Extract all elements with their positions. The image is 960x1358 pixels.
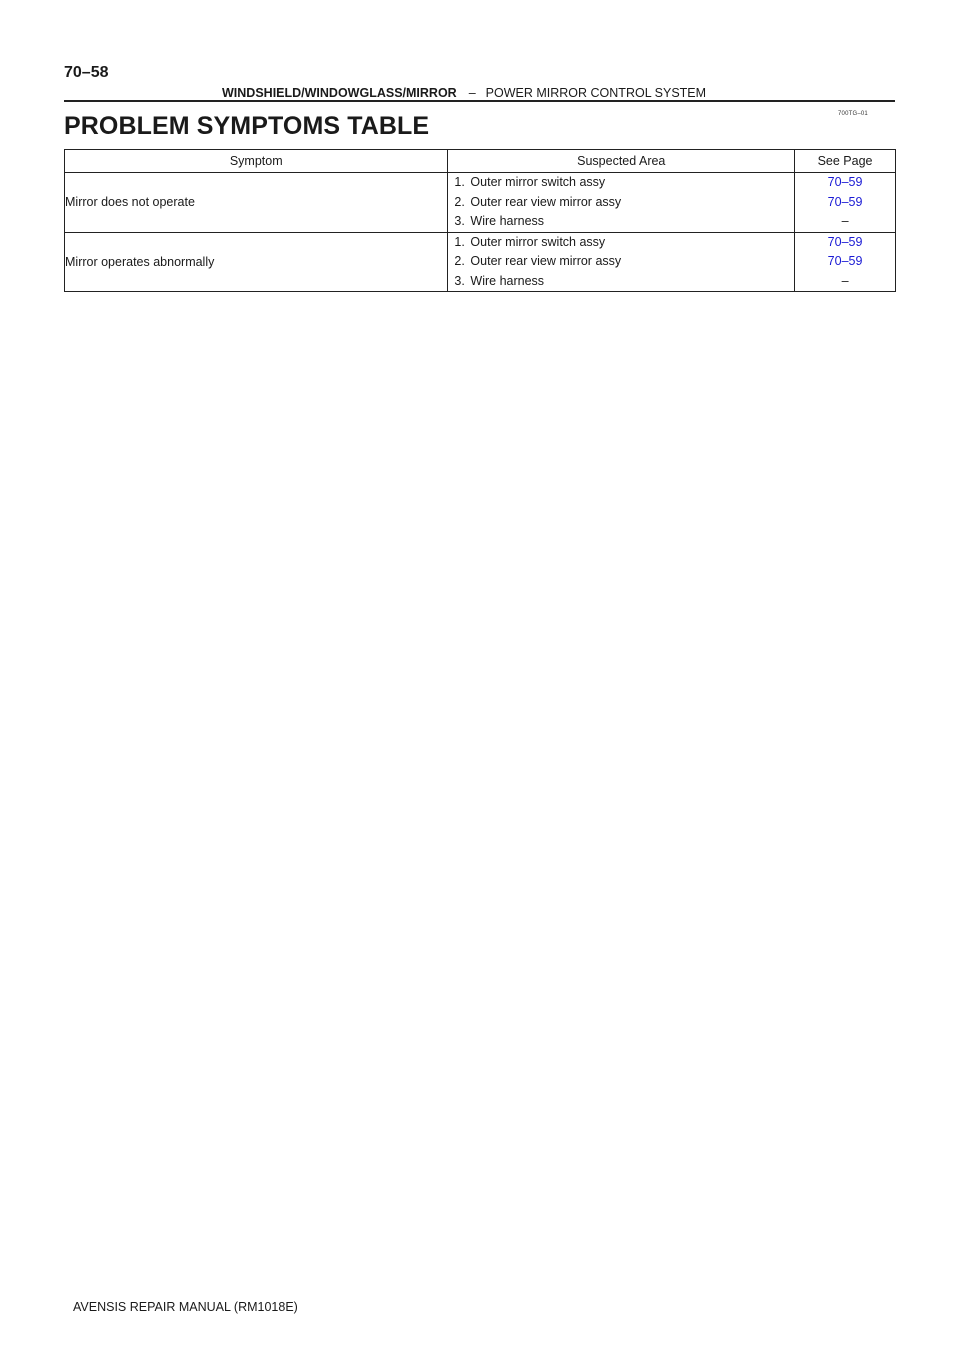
- table-row: [65, 173, 896, 233]
- column-header-suspected-area: Suspected Area: [448, 150, 795, 173]
- see-page-none: –: [841, 273, 849, 288]
- table-row: [65, 232, 896, 292]
- suspected-area-cell: [448, 232, 795, 292]
- suspected-area-item: [448, 272, 794, 292]
- item-number: 2.: [454, 254, 465, 268]
- suspected-area-item: [448, 173, 794, 193]
- item-number: 1.: [454, 234, 465, 249]
- item-number: 3.: [454, 273, 465, 288]
- see-page-cell: [795, 173, 896, 233]
- header-separator: –: [468, 86, 476, 100]
- item-number: 3.: [454, 214, 465, 228]
- item-number: 1.: [454, 175, 465, 189]
- item-number: 2.: [454, 194, 465, 209]
- figure-code: 700TG–01: [838, 111, 868, 117]
- item-text: Wire harness: [470, 214, 545, 228]
- item-text: Outer mirror switch assy: [470, 175, 606, 189]
- see-page-link[interactable]: 70–59: [827, 175, 863, 189]
- symptom-cell: Mirror does not operate: [65, 173, 448, 233]
- item-text: Outer mirror switch assy: [470, 234, 606, 249]
- see-page-none: –: [841, 214, 849, 228]
- suspected-area-item: [448, 252, 794, 272]
- item-text: Wire harness: [470, 273, 545, 288]
- item-text: Outer rear view mirror assy: [470, 194, 622, 209]
- subsection-name: POWER MIRROR CONTROL SYSTEM: [485, 86, 707, 100]
- section-name: WINDSHIELD/WINDOWGLASS/MIRROR: [222, 86, 457, 100]
- page-title: PROBLEM SYMPTOMS TABLE: [64, 112, 430, 140]
- suspected-area-item: [448, 193, 794, 213]
- item-text: Outer rear view mirror assy: [470, 254, 622, 268]
- table-header-row: [65, 150, 896, 173]
- running-header: [222, 86, 706, 100]
- see-page-link[interactable]: 70–59: [827, 194, 863, 209]
- problem-symptoms-table: [64, 149, 896, 292]
- page-number: 70–58: [64, 64, 109, 81]
- suspected-area-item: [448, 212, 794, 232]
- column-header-symptom: Symptom: [65, 150, 448, 173]
- suspected-area-cell: [448, 173, 795, 233]
- column-header-see-page: See Page: [795, 150, 896, 173]
- see-page-link[interactable]: 70–59: [827, 254, 863, 268]
- header-rule: [64, 100, 895, 102]
- suspected-area-item: [448, 233, 794, 253]
- page-footer: AVENSIS REPAIR MANUAL (RM1018E): [73, 1300, 298, 1314]
- symptom-cell: Mirror operates abnormally: [65, 232, 448, 292]
- see-page-cell: [795, 232, 896, 292]
- see-page-link[interactable]: 70–59: [827, 234, 863, 249]
